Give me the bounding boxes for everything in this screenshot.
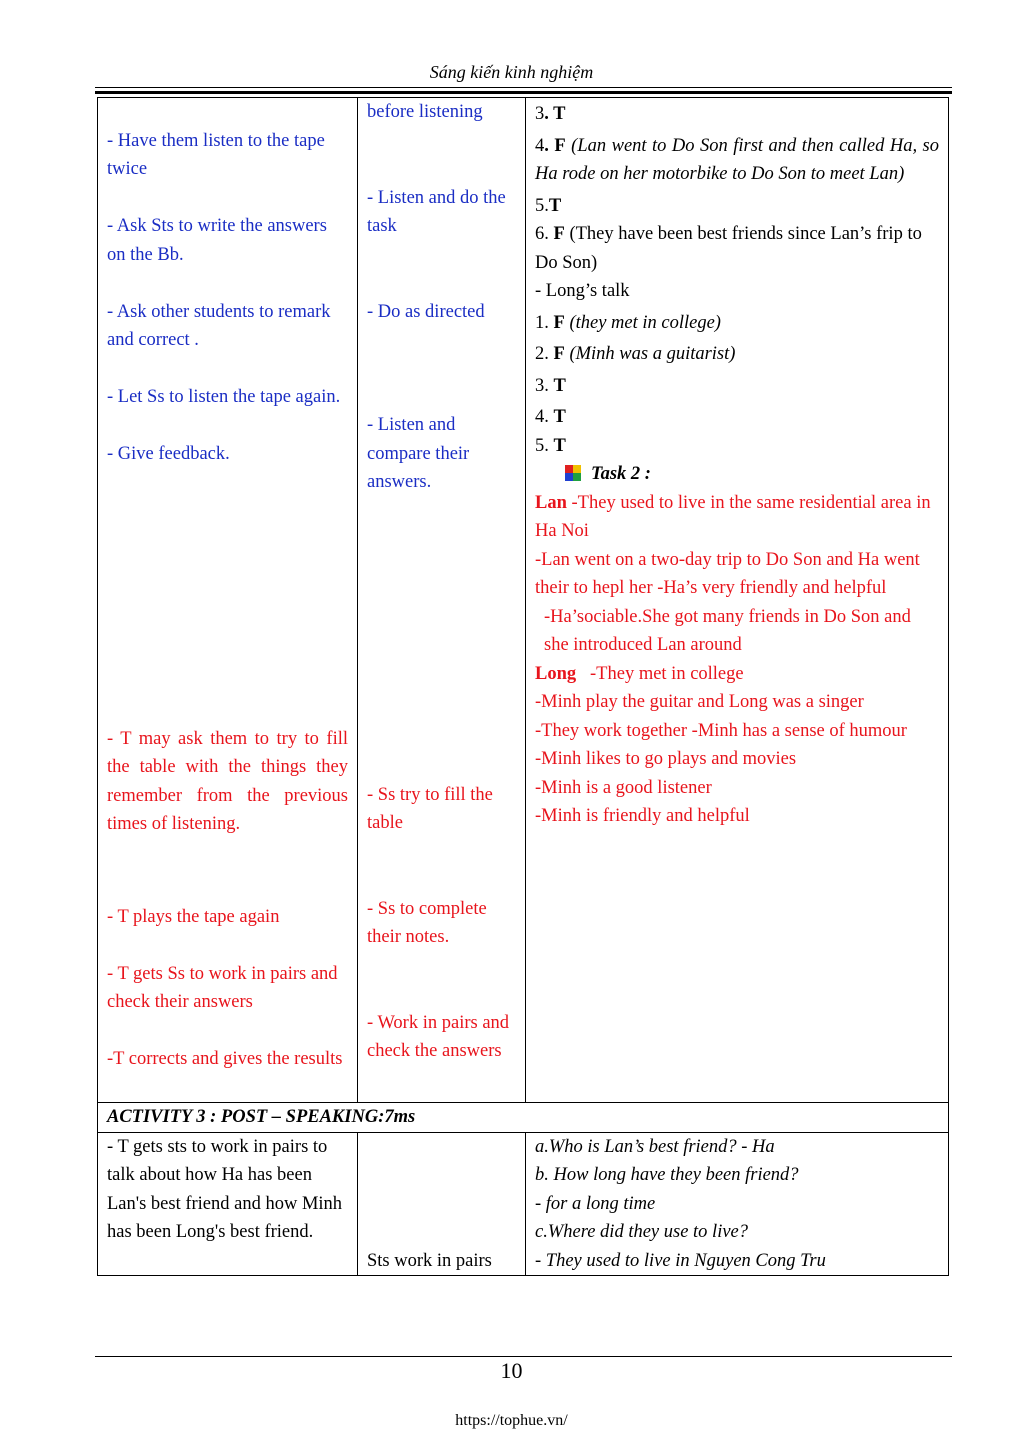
long-answer-3: 3. T <box>535 375 566 396</box>
content-cell <box>526 98 949 1103</box>
activity3-student-cell: Sts work in pairs <box>358 1132 526 1276</box>
answer-4: 4. F (Lan went to Do Son first and then called Ha, so Ha rode on her motorbike to Do Son to meet Lan) <box>535 135 940 184</box>
answer-5: 5.T <box>535 195 562 216</box>
document-header-title: Sáng kiến kinh nghiệm <box>429 62 594 82</box>
student-activities-cell <box>358 98 526 1103</box>
long-answer-2: 2. F (Minh was a guitarist) <box>535 344 736 364</box>
teacher-step-2: - Ask Sts to write the answers on the Bb. <box>107 216 327 265</box>
activity3-title: ACTIVITY 3 : POST – SPEAKING:7ms <box>98 1103 949 1133</box>
student-step-4: - Listen and compare their answers. <box>367 415 470 492</box>
activity3-content-cell <box>526 1132 949 1276</box>
activity3-teacher-cell: - T gets sts to work in pairs to talk about how Ha has been Lan's best friend and how Minh has been Long's best friend. <box>98 1132 358 1276</box>
long-note-4: -Minh likes to go plays and movies <box>535 749 797 769</box>
long-note-3: -They work together -Minh has a sense of humour <box>535 720 907 741</box>
teacher-step-8: - T gets Ss to work in pairs and check their answers <box>107 963 338 1012</box>
long-note-5: -Minh is a good listener <box>535 777 712 798</box>
question-c: c.Where did they use to live? <box>535 1222 749 1242</box>
teacher-step-9: -T corrects and gives the results <box>107 1049 343 1069</box>
lan-note-1: Lan -They used to live in the same residential area in Ha Noi <box>535 492 931 541</box>
teacher-step-7: - T plays the tape again <box>107 906 280 927</box>
task2-heading: Task 2 : <box>535 460 939 489</box>
long-answer-5: 5. T <box>535 435 566 456</box>
teacher-step-4: - Let Ss to listen the tape again. <box>107 387 341 407</box>
lan-note-3: -Ha’sociable.She got many friends in Do Son and she introduced Lan around <box>544 606 911 655</box>
teacher-step-6: - T may ask them to try to fill the table with the things they remember from the previous times of listening. <box>107 728 348 834</box>
student-step-1: before listening <box>367 102 483 122</box>
task-bullet-icon <box>565 465 581 481</box>
lesson-plan-table <box>97 97 949 1276</box>
question-b: b. How long have they been friend? <box>535 1165 799 1185</box>
answer-c: - They used to live in Nguyen Cong Tru <box>535 1250 826 1271</box>
answer-6: 6. F (They have been best friends since Lan’s frip to Do Son) <box>535 224 922 273</box>
long-note-1: Long -They met in college <box>535 663 744 684</box>
lan-note-2: -Lan went on a two-day trip to Do Son and Ha went their to hepl her -Ha’s very friendly and helpful <box>535 549 920 598</box>
teacher-step-3: - Ask other students to remark and correct . <box>107 301 331 350</box>
teacher-activities-cell <box>98 98 358 1103</box>
footer-url: https://tophue.vn/ <box>455 1412 568 1429</box>
header-rule-thick <box>95 91 952 94</box>
table-row-activity3 <box>98 1132 949 1276</box>
header-rule <box>95 87 952 88</box>
student-step-5: - Ss try to fill the table <box>367 784 493 833</box>
student-step-2: - Listen and do the task <box>367 187 506 236</box>
long-talk-heading: - Long’s talk <box>535 281 630 301</box>
student-step-3: - Do as directed <box>367 301 485 322</box>
page-number: 10 <box>500 1358 523 1383</box>
teacher-step-1: - Have them listen to the tape twice <box>107 130 325 179</box>
long-note-2: -Minh play the guitar and Long was a singer <box>535 692 864 712</box>
question-a: a.Who is Lan’s best friend? - Ha <box>535 1136 775 1157</box>
teacher-step-5: - Give feedback. <box>107 444 230 464</box>
student-step-6: - Ss to complete their notes. <box>367 898 487 947</box>
answer-3: 3. T <box>535 104 566 124</box>
answer-b: - for a long time <box>535 1193 656 1214</box>
footer-rule <box>95 1356 952 1357</box>
long-note-6: -Minh is friendly and helpful <box>535 806 750 826</box>
long-answer-1: 1. F (they met in college) <box>535 312 721 333</box>
long-answer-4: 4. T <box>535 407 566 427</box>
table-row-activity-heading <box>98 1103 949 1133</box>
student-step-7: - Work in pairs and check the answers <box>367 1012 510 1061</box>
table-row-procedure <box>98 98 949 1103</box>
